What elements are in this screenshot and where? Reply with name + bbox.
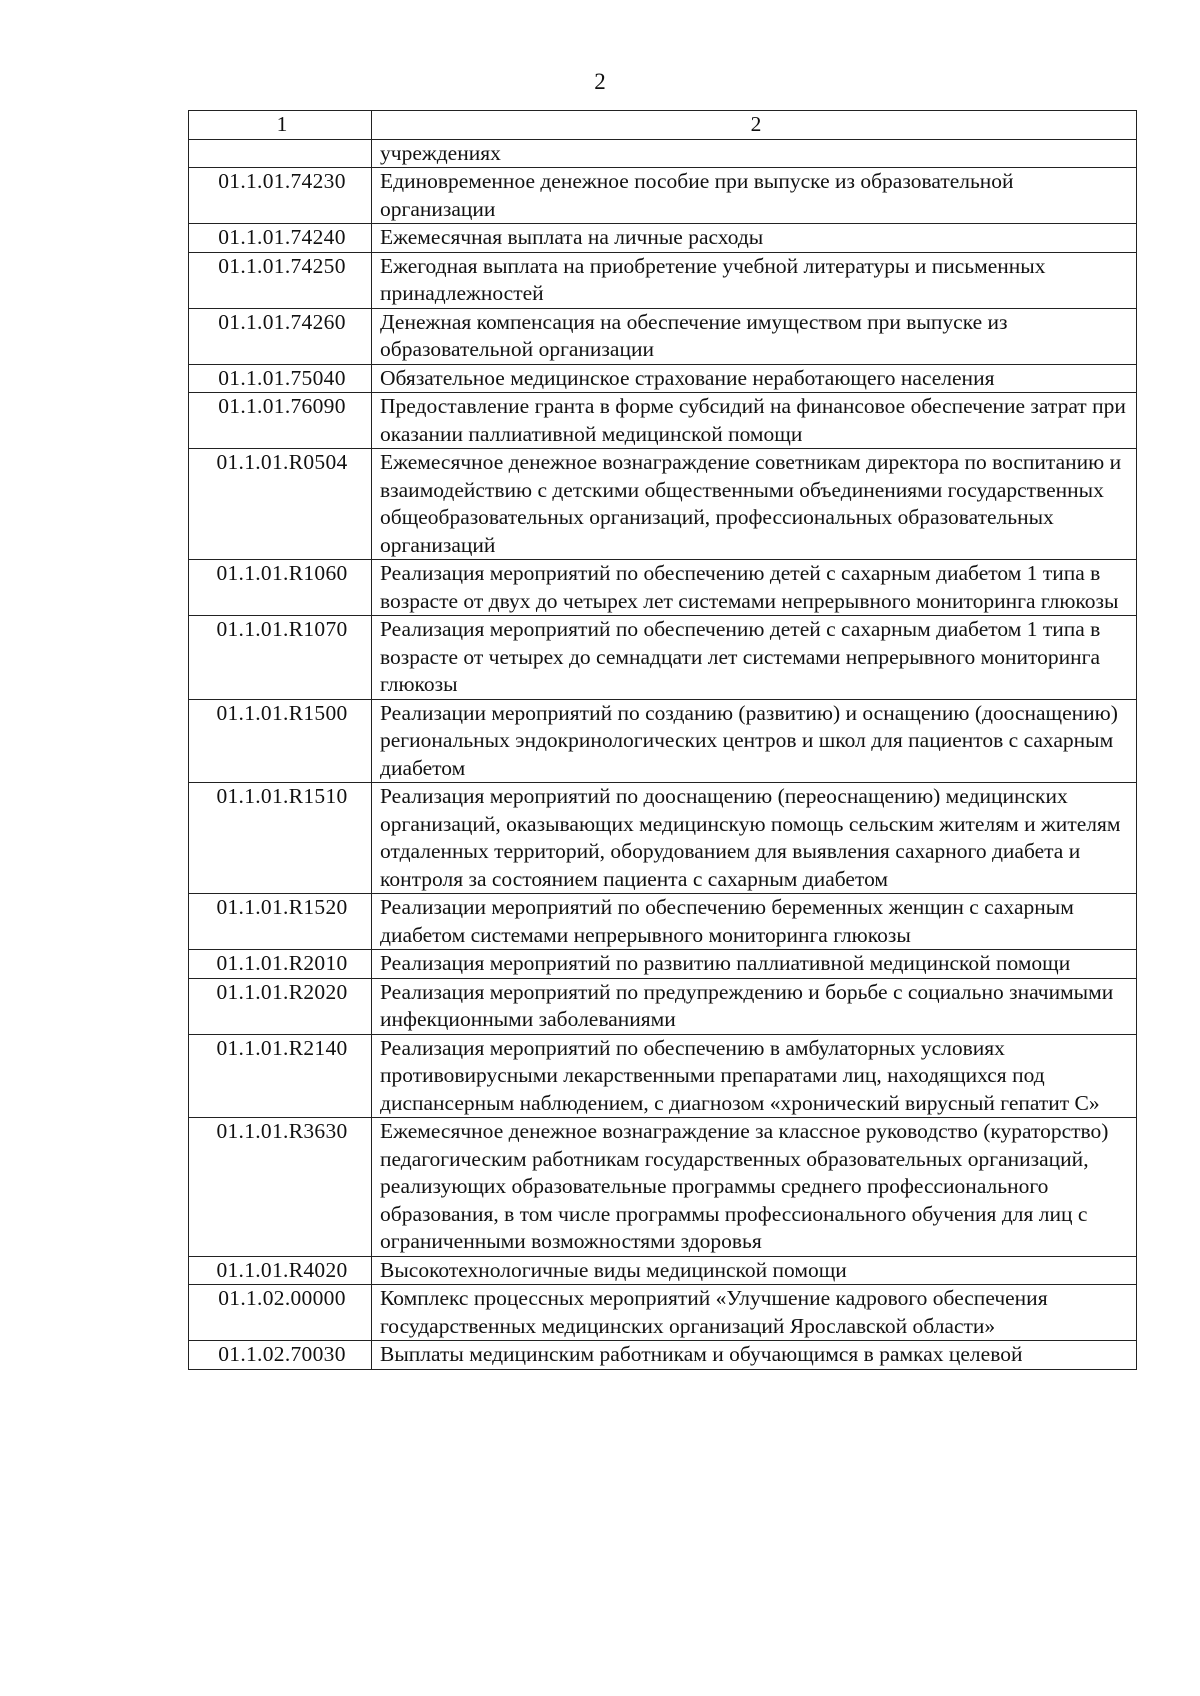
row-code: 01.1.01.76090 <box>189 393 372 449</box>
row-description: Реализации мероприятий по обеспечению беременных женщин с сахарным диабетом системами непрерывного мониторинга глюкозы <box>372 894 1137 950</box>
row-code: 01.1.02.70030 <box>189 1341 372 1370</box>
table-row <box>189 364 1137 393</box>
row-description: Обязательное медицинское страхование неработающего населения <box>372 364 1137 393</box>
row-code: 01.1.01.R0504 <box>189 449 372 560</box>
row-code: 01.1.01.R1510 <box>189 783 372 894</box>
table-row <box>189 699 1137 783</box>
table-row <box>189 1034 1137 1118</box>
row-code: 01.1.01.74260 <box>189 308 372 364</box>
table-row <box>189 1256 1137 1285</box>
row-description: Выплаты медицинским работникам и обучающимся в рамках целевой <box>372 1341 1137 1370</box>
table-row <box>189 1341 1137 1370</box>
row-description: Реализация мероприятий по обеспечению детей с сахарным диабетом 1 типа в возрасте от четырех до семнадцати лет системами непрерывного мониторинга глюкозы <box>372 616 1137 700</box>
table-row <box>189 1118 1137 1257</box>
table-row <box>189 978 1137 1034</box>
row-code: 01.1.01.74250 <box>189 252 372 308</box>
table-row <box>189 139 1137 168</box>
row-description: Денежная компенсация на обеспечение имуществом при выпуске из образовательной организации <box>372 308 1137 364</box>
table-row <box>189 560 1137 616</box>
row-description: Ежемесячная выплата на личные расходы <box>372 224 1137 253</box>
row-description: Реализации мероприятий по созданию (развитию) и оснащению (дооснащению) региональных эндокринологических центров и школ для пациентов с сахарным диабетом <box>372 699 1137 783</box>
budget-codes-table <box>188 110 1137 1370</box>
row-description: Ежегодная выплата на приобретение учебной литературы и письменных принадлежностей <box>372 252 1137 308</box>
row-code: 01.1.01.R1500 <box>189 699 372 783</box>
table-row <box>189 393 1137 449</box>
row-description: Реализация мероприятий по дооснащению (переоснащению) медицинских организаций, оказывающих медицинскую помощь сельским жителям и жителям отдаленных территорий, оборудованием для выявления сахарного диабета и контроля за состоянием пациента с сахарным диабетом <box>372 783 1137 894</box>
table-row <box>189 308 1137 364</box>
row-code: 01.1.01.R1070 <box>189 616 372 700</box>
row-description: учреждениях <box>372 139 1137 168</box>
table-row <box>189 616 1137 700</box>
row-code: 01.1.01.74240 <box>189 224 372 253</box>
table-row <box>189 950 1137 979</box>
row-code: 01.1.01.R4020 <box>189 1256 372 1285</box>
row-code: 01.1.02.00000 <box>189 1285 372 1341</box>
row-description: Высокотехнологичные виды медицинской помощи <box>372 1256 1137 1285</box>
row-description: Единовременное денежное пособие при выпуске из образовательной организации <box>372 168 1137 224</box>
row-code: 01.1.01.R1060 <box>189 560 372 616</box>
table-body <box>189 139 1137 1369</box>
table-row <box>189 168 1137 224</box>
row-code: 01.1.01.75040 <box>189 364 372 393</box>
page-number: 2 <box>594 69 606 94</box>
row-code: 01.1.01.R2020 <box>189 978 372 1034</box>
table-row <box>189 449 1137 560</box>
row-description: Предоставление гранта в форме субсидий на финансовое обеспечение затрат при оказании паллиативной медицинской помощи <box>372 393 1137 449</box>
table-row <box>189 224 1137 253</box>
row-description: Реализация мероприятий по обеспечению детей с сахарным диабетом 1 типа в возрасте от двух до четырех лет системами непрерывного мониторинга глюкозы <box>372 560 1137 616</box>
row-code <box>189 139 372 168</box>
row-description: Реализация мероприятий по развитию паллиативной медицинской помощи <box>372 950 1137 979</box>
row-code: 01.1.01.R1520 <box>189 894 372 950</box>
row-description: Реализация мероприятий по обеспечению в амбулаторных условиях противовирусными лекарственными препаратами лиц, находящихся под диспансерным наблюдением, с диагнозом «хронический вирусный гепатит С» <box>372 1034 1137 1118</box>
table-row <box>189 252 1137 308</box>
row-code: 01.1.01.74230 <box>189 168 372 224</box>
table-header-row <box>189 111 1137 140</box>
table-row <box>189 783 1137 894</box>
row-description: Ежемесячное денежное вознаграждение за классное руководство (кураторство) педагогическим работникам государственных образовательных организаций, реализующих образовательные программы среднего профессионального образования, в том числе программы профессионального обучения для лиц с ограниченными возможностями здоровья <box>372 1118 1137 1257</box>
row-description: Комплекс процессных мероприятий «Улучшение кадрового обеспечения государственных медицинских организаций Ярославской области» <box>372 1285 1137 1341</box>
column-header-2: 2 <box>372 111 1137 140</box>
row-description: Ежемесячное денежное вознаграждение советникам директора по воспитанию и взаимодействию с детскими общественными объединениями государственных общеобразовательных организаций, профессиональных образовательных организаций <box>372 449 1137 560</box>
table-row <box>189 1285 1137 1341</box>
row-code: 01.1.01.R3630 <box>189 1118 372 1257</box>
row-description: Реализация мероприятий по предупреждению и борьбе с социально значимыми инфекционными заболеваниями <box>372 978 1137 1034</box>
row-code: 01.1.01.R2140 <box>189 1034 372 1118</box>
column-header-1: 1 <box>189 111 372 140</box>
row-code: 01.1.01.R2010 <box>189 950 372 979</box>
table-row <box>189 894 1137 950</box>
